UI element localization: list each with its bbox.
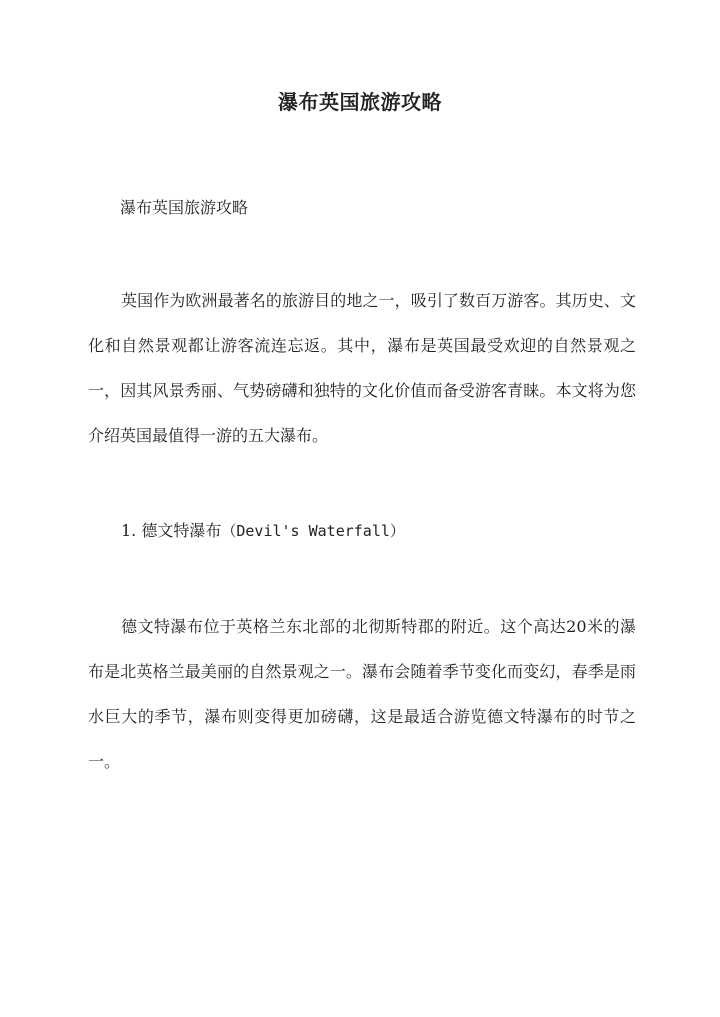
section-name-en: （Devil's Waterfall） xyxy=(221,522,405,540)
document-title: 瀑布英国旅游攻略 xyxy=(278,90,442,114)
section-number: 1. xyxy=(121,521,137,540)
section-1-paragraph: 德文特瀑布位于英格兰东北部的北彻斯特郡的附近。这个高达20米的瀑布是北英格兰最美丽的自然景观之一。瀑布会随着季节变化而变幻，春季是雨水巨大的季节，瀑布则变得更加磅礴，这是最适合游览德文特瀑布的时节之一。 xyxy=(88,617,636,771)
document-subtitle: 瀑布英国旅游攻略 xyxy=(120,198,249,217)
section-name-zh: 德文特瀑布 xyxy=(141,521,222,540)
section-heading-1 xyxy=(121,518,405,541)
intro-paragraph: 英国作为欧洲最著名的旅游目的地之一，吸引了数百万游客。其历史、文化和自然景观都让游客流连忘返。其中，瀑布是英国最受欢迎的自然景观之一，因其风景秀丽、气势磅礴和独特的文化价值而备受游客青睐。本文将为您介绍英国最值得一游的五大瀑布。 xyxy=(88,291,636,445)
